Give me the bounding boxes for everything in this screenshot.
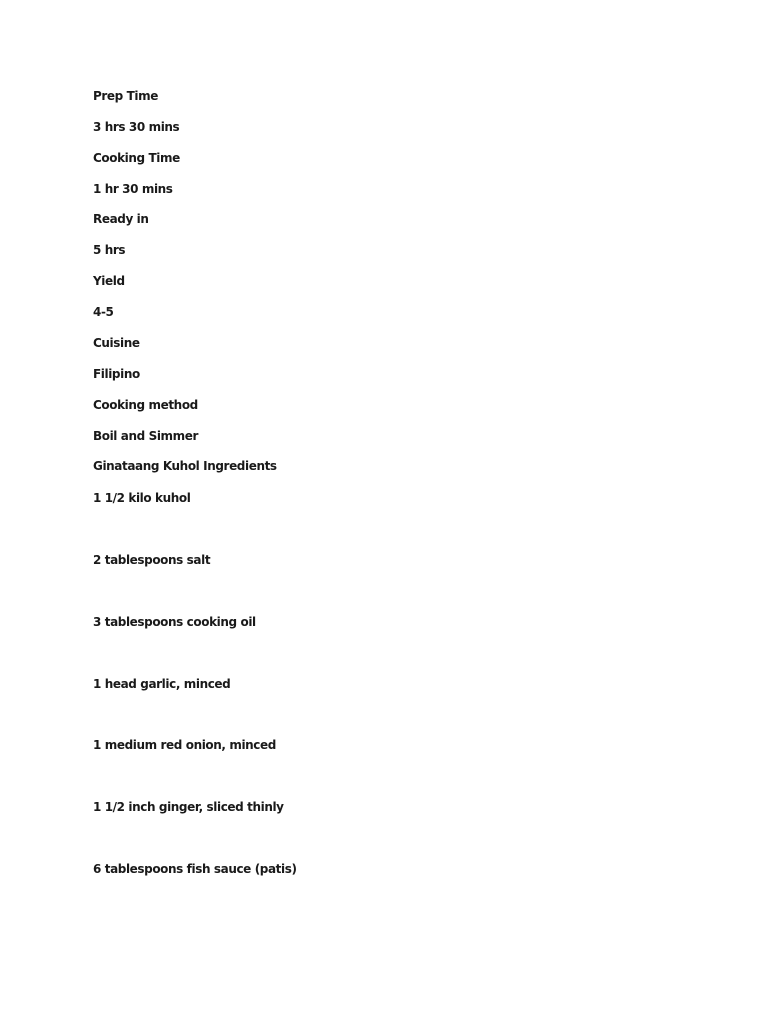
detail-label-prep-time: Prep Time (93, 89, 158, 103)
detail-value-ready-in: 5 hrs (93, 243, 126, 257)
ingredient-item: 1 medium red onion, minced (93, 738, 276, 752)
ingredient-item: 1 1/2 kilo kuhol (93, 491, 191, 505)
ingredient-item: 1 head garlic, minced (93, 677, 231, 691)
detail-label-cooking-time: Cooking Time (93, 151, 180, 165)
detail-label-ready-in: Ready in (93, 212, 149, 226)
detail-value-cooking-time: 1 hr 30 mins (93, 182, 173, 196)
ingredient-item: 2 tablespoons salt (93, 553, 211, 567)
detail-label-yield: Yield (93, 274, 125, 288)
detail-value-cooking-method: Boil and Simmer (93, 429, 199, 443)
ingredient-item: 1 1/2 inch ginger, sliced thinly (93, 800, 284, 814)
detail-label-cooking-method: Cooking method (93, 398, 198, 412)
detail-label-cuisine: Cuisine (93, 336, 140, 350)
detail-value-yield: 4-5 (93, 305, 114, 319)
ingredient-item: 3 tablespoons cooking oil (93, 615, 256, 629)
ingredient-item: 6 tablespoons fish sauce (patis) (93, 862, 297, 876)
ingredients-heading: Ginataang Kuhol Ingredients (93, 459, 277, 473)
detail-value-prep-time: 3 hrs 30 mins (93, 120, 180, 134)
detail-value-cuisine: Filipino (93, 367, 140, 381)
